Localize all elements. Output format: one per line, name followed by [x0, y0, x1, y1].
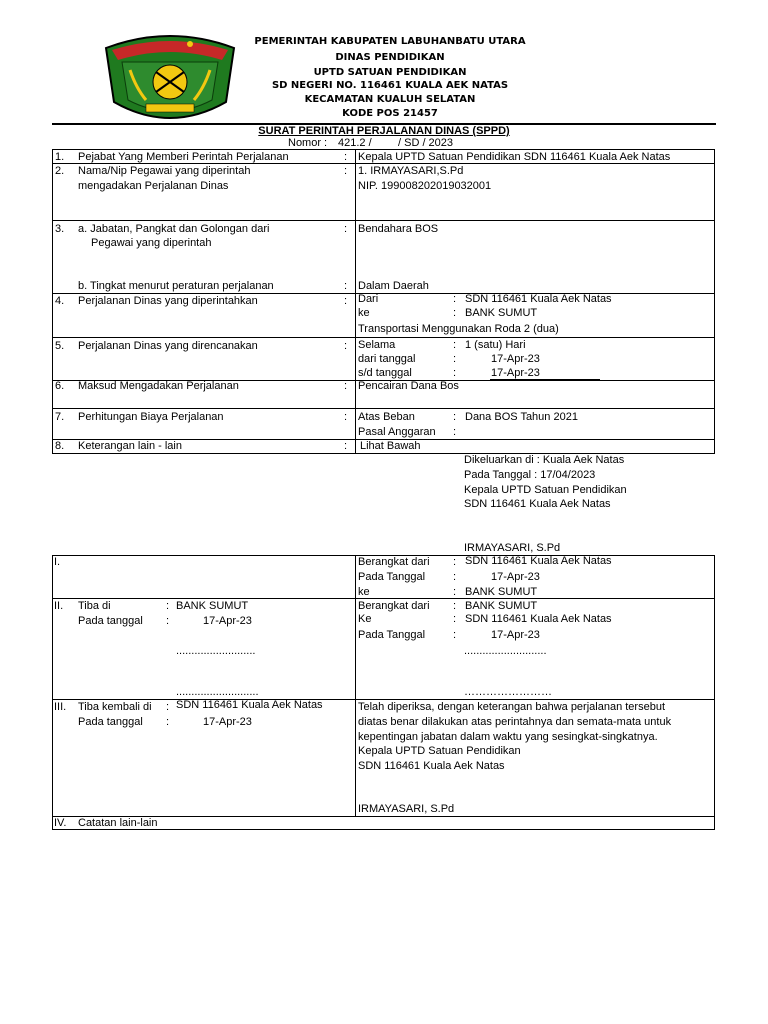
section2-berangkat-value: BANK SUMUT [465, 600, 538, 612]
row7-pasal-label: Pasal Anggaran [358, 426, 436, 438]
section3-text-2: diatas benar dilakukan atas perintahnya dan semata-mata untuk [358, 716, 672, 728]
section1-berangkat-value: SDN 116461 Kuala Aek Natas [465, 555, 612, 567]
section4-number: IV. [54, 817, 67, 829]
row1-colon: : [344, 151, 348, 163]
nomor-suffix: / SD / 2023 [398, 137, 454, 149]
section4-label: Catatan lain-lain [78, 817, 158, 829]
section2-signature-dots-4: …………………… [464, 686, 552, 698]
row5-dari-value: 17-Apr-23 [491, 353, 540, 365]
section3-text-4: Kepala UPTD Satuan Pendidikan [358, 745, 521, 757]
row3-label-1: a. Jabatan, Pangkat dan Golongan dari [78, 223, 270, 235]
section3-text-1: Telah diperiksa, dengan keterangan bahwa perjalanan tersebut [358, 701, 665, 713]
row8-value: Lihat Bawah [360, 440, 421, 452]
row6-colon: : [344, 380, 348, 392]
row2-value-1: 1. IRMAYASARI,S.Pd [358, 165, 464, 177]
header-line-5: KECAMATAN KUALUH SELATAN [304, 94, 476, 105]
row3-value-1: Bendahara BOS [358, 223, 439, 235]
section2-tanggal-colon: : [453, 629, 457, 641]
row3-label-2: Pegawai yang diperintah [91, 237, 212, 249]
row7-colon: : [344, 411, 348, 423]
row5-number: 5. [55, 340, 65, 352]
row6-value: Pencairan Dana Bos [358, 380, 459, 392]
section3-tgl-colon: : [166, 716, 170, 728]
header-line-6: KODE POS 21457 [342, 108, 438, 119]
section2-ke-colon: : [453, 613, 457, 625]
section2-tgl-label: Pada tanggal [78, 615, 143, 627]
row4-transport: Transportasi Menggunakan Roda 2 (dua) [358, 323, 559, 335]
regency-logo [102, 30, 238, 128]
row2-colon: : [344, 165, 348, 177]
section1-number: I. [54, 556, 61, 568]
section1-ke-label: ke [358, 586, 370, 598]
header-line-1: PEMERINTAH KABUPATEN LABUHANBATU UTARA [254, 36, 526, 47]
issued-place: Dikeluarkan di : Kuala Aek Natas [464, 454, 625, 466]
document-title: SURAT PERINTAH PERJALANAN DINAS (SPPD) [258, 125, 510, 137]
row3-number: 3. [55, 223, 65, 235]
header-line-2: DINAS PENDIDIKAN [335, 52, 445, 63]
row5-selama-value: 1 (satu) Hari [465, 339, 526, 351]
section1-ke-value: BANK SUMUT [465, 586, 538, 598]
row5-sd-label: s/d tanggal [358, 367, 412, 379]
section1-ke-colon: : [453, 586, 457, 598]
row6-number: 6. [55, 380, 65, 392]
row3-label-3: b. Tingkat menurut peraturan perjalanan [78, 280, 274, 292]
row7-number: 7. [55, 411, 65, 423]
section1-berangkat-label: Berangkat dari [358, 556, 430, 568]
row5-dari-colon: : [453, 353, 457, 365]
row2-number: 2. [55, 165, 65, 177]
section2-tiba-value: BANK SUMUT [176, 600, 249, 612]
row4-ke-value: BANK SUMUT [465, 307, 538, 319]
section3-text-5: SDN 116461 Kuala Aek Natas [358, 760, 505, 772]
row3-colon-1: : [344, 223, 348, 235]
issued-office-1: Kepala UPTD Satuan Pendidikan [464, 484, 627, 496]
row4-label: Perjalanan Dinas yang diperintahkan [78, 295, 258, 307]
nomor-value: 421.2 / [338, 137, 372, 149]
row8-number: 8. [55, 440, 65, 452]
issued-date: Pada Tanggal : 17/04/2023 [464, 469, 596, 481]
row7-beban-value: Dana BOS Tahun 2021 [465, 411, 578, 423]
section1-berangkat-colon: : [453, 556, 457, 568]
row7-beban-colon: : [453, 411, 457, 423]
section2-tgl-value: 17-Apr-23 [203, 615, 252, 627]
section2-tanggal-value: 17-Apr-23 [491, 629, 540, 641]
row5-dari-label: dari tanggal [358, 353, 416, 365]
row7-beban-label: Atas Beban [358, 411, 415, 423]
row7-pasal-colon: : [453, 426, 457, 438]
row4-ke-label: ke [358, 307, 370, 319]
section2-tiba-colon: : [166, 600, 170, 612]
row5-selama-label: Selama [358, 339, 396, 351]
header-line-4: SD NEGERI NO. 116461 KUALA AEK NATAS [271, 80, 509, 91]
section2-tiba-label: Tiba di [78, 600, 111, 612]
section1-tanggal-value: 17-Apr-23 [491, 571, 540, 583]
row3-colon-2: : [344, 280, 348, 292]
row2-value-2: NIP. 199008202019032001 [358, 180, 492, 192]
section3-tiba-colon: : [166, 701, 170, 713]
section3-text-3: kepentingan jabatan dalam waktu yang sesingkat-singkatnya. [358, 731, 658, 743]
section3-signer-name: IRMAYASARI, S.Pd [358, 803, 455, 815]
row5-selama-colon: : [453, 339, 457, 351]
issued-signer-name: IRMAYASARI, S.Pd [464, 542, 561, 554]
row4-colon: : [344, 295, 348, 307]
row4-dari-colon: : [453, 293, 457, 305]
row7-label: Perhitungan Biaya Perjalanan [78, 411, 224, 423]
row1-label: Pejabat Yang Memberi Perintah Perjalanan [78, 151, 289, 163]
row1-number: 1. [55, 151, 65, 163]
row2-label-1: Nama/Nip Pegawai yang diperintah [78, 165, 251, 177]
row4-ke-colon: : [453, 307, 457, 319]
row5-sd-value: 17-Apr-23 [491, 367, 540, 379]
row4-number: 4. [55, 295, 65, 307]
section1-tanggal-colon: : [453, 571, 457, 583]
section2-number: II. [54, 600, 64, 612]
section3-tgl-label: Pada tanggal [78, 716, 143, 728]
header-line-3: UPTD SATUAN PENDIDIKAN [313, 67, 467, 78]
row5-colon: : [344, 340, 348, 352]
nomor-label: Nomor : [288, 137, 328, 149]
row1-value: Kepala UPTD Satuan Pendidikan SDN 116461 Kuala Aek Natas [358, 151, 671, 163]
section2-berangkat-colon: : [453, 600, 457, 612]
row8-colon: : [344, 440, 348, 452]
row3-value-2: Dalam Daerah [358, 280, 429, 292]
row2-label-2: mengadakan Perjalanan Dinas [78, 180, 229, 192]
row6-label: Maksud Mengadakan Perjalanan [78, 380, 239, 392]
row5-label: Perjalanan Dinas yang direncanakan [78, 340, 258, 352]
section3-tiba-value: SDN 116461 Kuala Aek Natas [176, 699, 323, 711]
section2-signature-dots-2: ........................... [176, 686, 259, 698]
section1-tanggal-label: Pada Tanggal [358, 571, 426, 583]
section2-berangkat-label: Berangkat dari [358, 600, 430, 612]
section3-number: III. [54, 701, 67, 713]
section2-tgl-colon: : [166, 615, 170, 627]
issued-office-2: SDN 116461 Kuala Aek Natas [464, 498, 611, 510]
section2-tanggal-label: Pada Tanggal [358, 629, 426, 641]
section2-signature-dots-3: ........................... [464, 645, 547, 657]
row5-sd-colon: : [453, 367, 457, 379]
section2-ke-value: SDN 116461 Kuala Aek Natas [465, 613, 612, 625]
row4-dari-value: SDN 116461 Kuala Aek Natas [465, 293, 612, 305]
section3-tgl-value: 17-Apr-23 [203, 716, 252, 728]
row4-dari-label: Dari [358, 293, 379, 305]
section2-ke-label: Ke [358, 613, 372, 625]
section3-tiba-label: Tiba kembali di [78, 701, 152, 713]
section2-signature-dots-1: .......................... [176, 645, 256, 657]
row8-label: Keterangan lain - lain [78, 440, 182, 452]
